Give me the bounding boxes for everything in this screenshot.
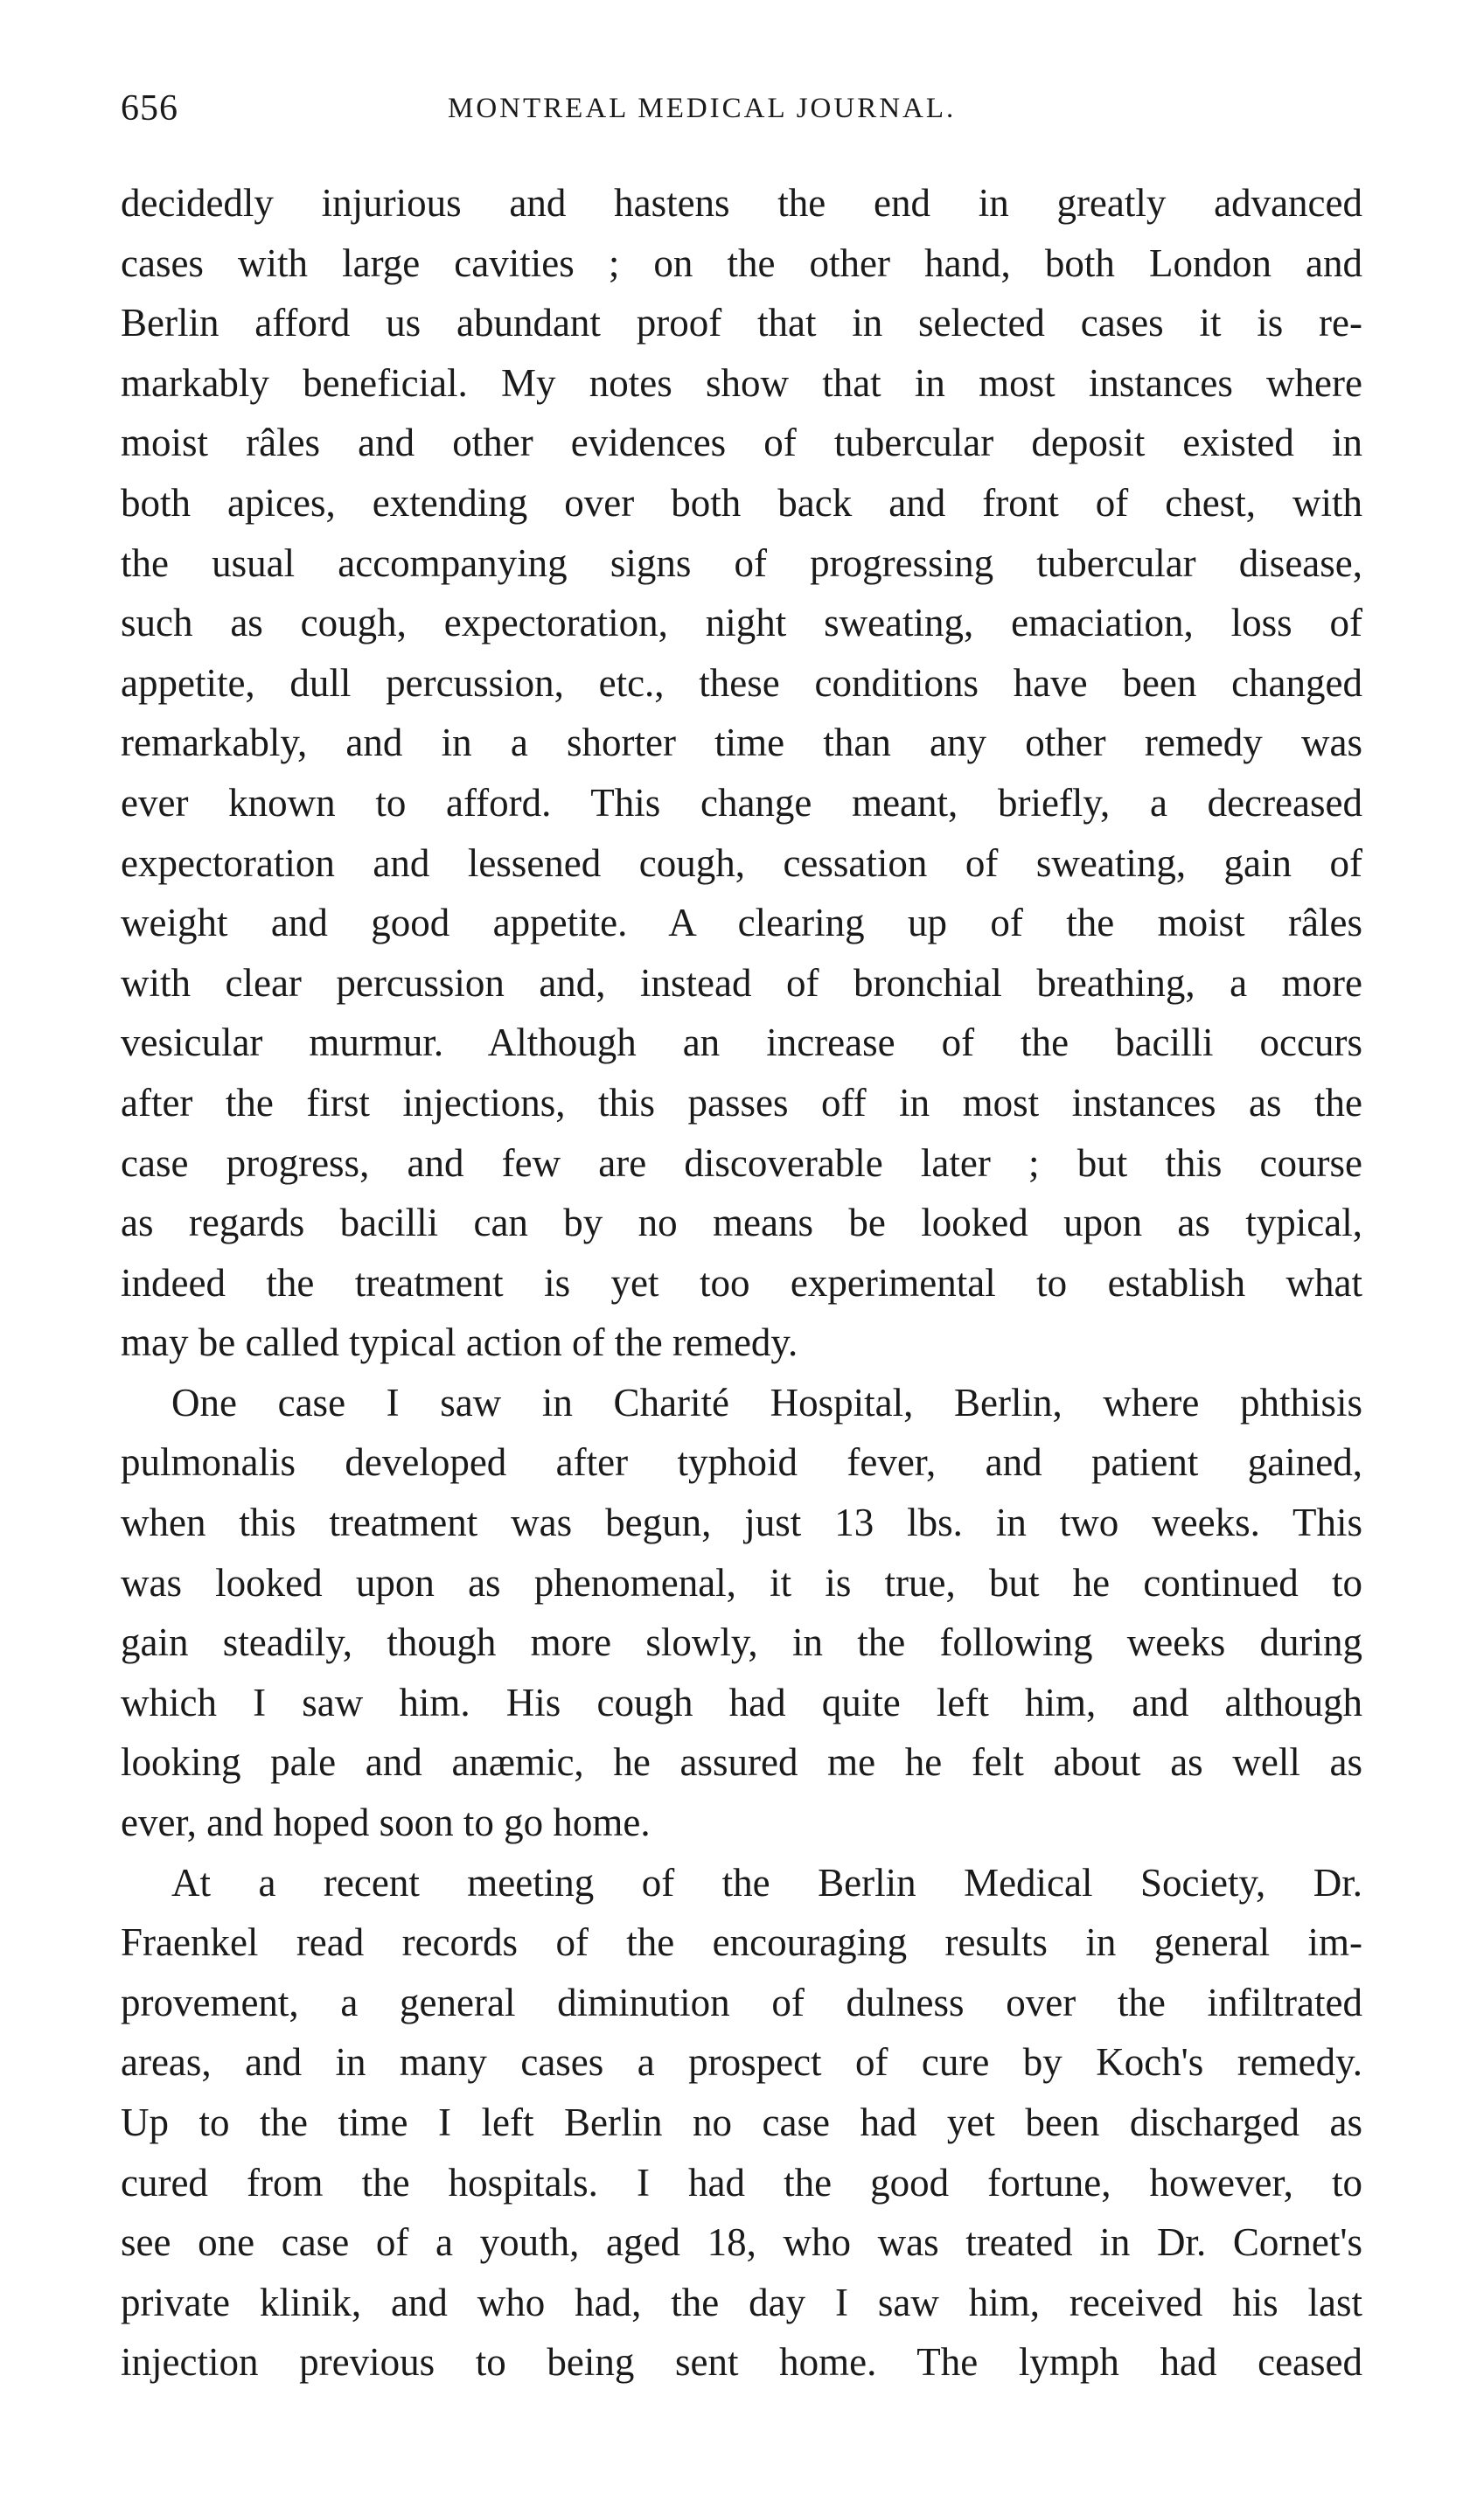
- text-line: was looked upon as phenomenal, it is true, but he continued to: [121, 1560, 1362, 1605]
- text-line: moist râles and other evidences of tubercular deposit existed in: [121, 421, 1362, 465]
- paragraph: [121, 1373, 1362, 1853]
- text-line: expectoration and lessened cough, cessation of sweating, gain of: [121, 840, 1362, 885]
- text-line: cured from the hospitals. I had the good fortune, however, to: [121, 2160, 1362, 2205]
- text-line: as regards bacilli can by no means be looked upon as typical,: [121, 1201, 1362, 1245]
- text-line: Berlin afford us abundant proof that in selected cases it is re-: [121, 301, 1362, 345]
- text-line: Up to the time I left Berlin no case had yet been discharged as: [121, 2100, 1362, 2144]
- text-line: with clear percussion and, instead of bronchial breathing, a more: [121, 960, 1362, 1005]
- text-line: looking pale and anæmic, he assured me he felt about as well as: [121, 1740, 1362, 1785]
- page-number: 656: [121, 88, 178, 129]
- text-line: see one case of a youth, aged 18, who was treated in Dr. Cornet's: [121, 2220, 1362, 2265]
- text-line: case progress, and few are discoverable later ; but this course: [121, 1140, 1362, 1185]
- text-line: injection previous to being sent home. The lymph had ceased: [121, 2340, 1362, 2385]
- paragraph: [121, 173, 1362, 1373]
- text-line: At a recent meeting of the Berlin Medical Society, Dr.: [171, 1860, 1362, 1905]
- text-line: which I saw him. His cough had quite left him, and although: [121, 1680, 1362, 1724]
- text-line: the usual accompanying signs of progressing tubercular disease,: [121, 540, 1362, 585]
- paragraph: [121, 1853, 1362, 2393]
- text-line: markably beneficial. My notes show that in most instances where: [121, 360, 1362, 405]
- text-line: such as cough, expectoration, night sweating, emaciation, loss of: [121, 601, 1362, 645]
- text-line: provement, a general diminution of dulness over the infiltrated: [121, 1980, 1362, 2024]
- article-body: [121, 173, 1362, 2393]
- text-line: weight and good appetite. A clearing up of the moist râles: [121, 901, 1362, 945]
- text-line: vesicular murmur. Although an increase of the bacilli occurs: [121, 1021, 1362, 1065]
- text-line: indeed the treatment is yet too experimental to establish what: [121, 1260, 1362, 1305]
- text-line: both apices, extending over both back and front of chest, with: [121, 480, 1362, 525]
- text-line: private klinik, and who had, the day I saw him, received his last: [121, 2280, 1362, 2324]
- text-line: appetite, dull percussion, etc., these conditions have been changed: [121, 660, 1362, 705]
- text-line: remarkably, and in a shorter time than any other remedy was: [121, 721, 1362, 765]
- text-line: after the first injections, this passes off in most instances as the: [121, 1080, 1362, 1125]
- text-line: areas, and in many cases a prospect of cure by Koch's remedy.: [121, 2040, 1362, 2085]
- text-line: Fraenkel read records of the encouraging results in general im-: [121, 1920, 1362, 1965]
- page-header: [121, 87, 1362, 140]
- text-line: gain steadily, though more slowly, in the following weeks during: [121, 1620, 1362, 1665]
- text-line: One case I saw in Charité Hospital, Berlin, where phthisis: [171, 1380, 1362, 1425]
- running-title: MONTREAL MEDICAL JOURNAL.: [448, 93, 957, 124]
- text-line: may be called typical action of the remedy.: [121, 1320, 798, 1365]
- text-line: decidedly injurious and hastens the end in greatly advanced: [121, 181, 1362, 225]
- text-line: when this treatment was begun, just 13 lbs. in two weeks. This: [121, 1501, 1362, 1545]
- text-line: ever known to afford. This change meant, briefly, a decreased: [121, 780, 1362, 825]
- text-line: cases with large cavities ; on the other hand, both London and: [121, 240, 1362, 285]
- text-line: ever, and hoped soon to go home.: [121, 1801, 651, 1845]
- text-line: pulmonalis developed after typhoid fever, and patient gained,: [121, 1440, 1362, 1485]
